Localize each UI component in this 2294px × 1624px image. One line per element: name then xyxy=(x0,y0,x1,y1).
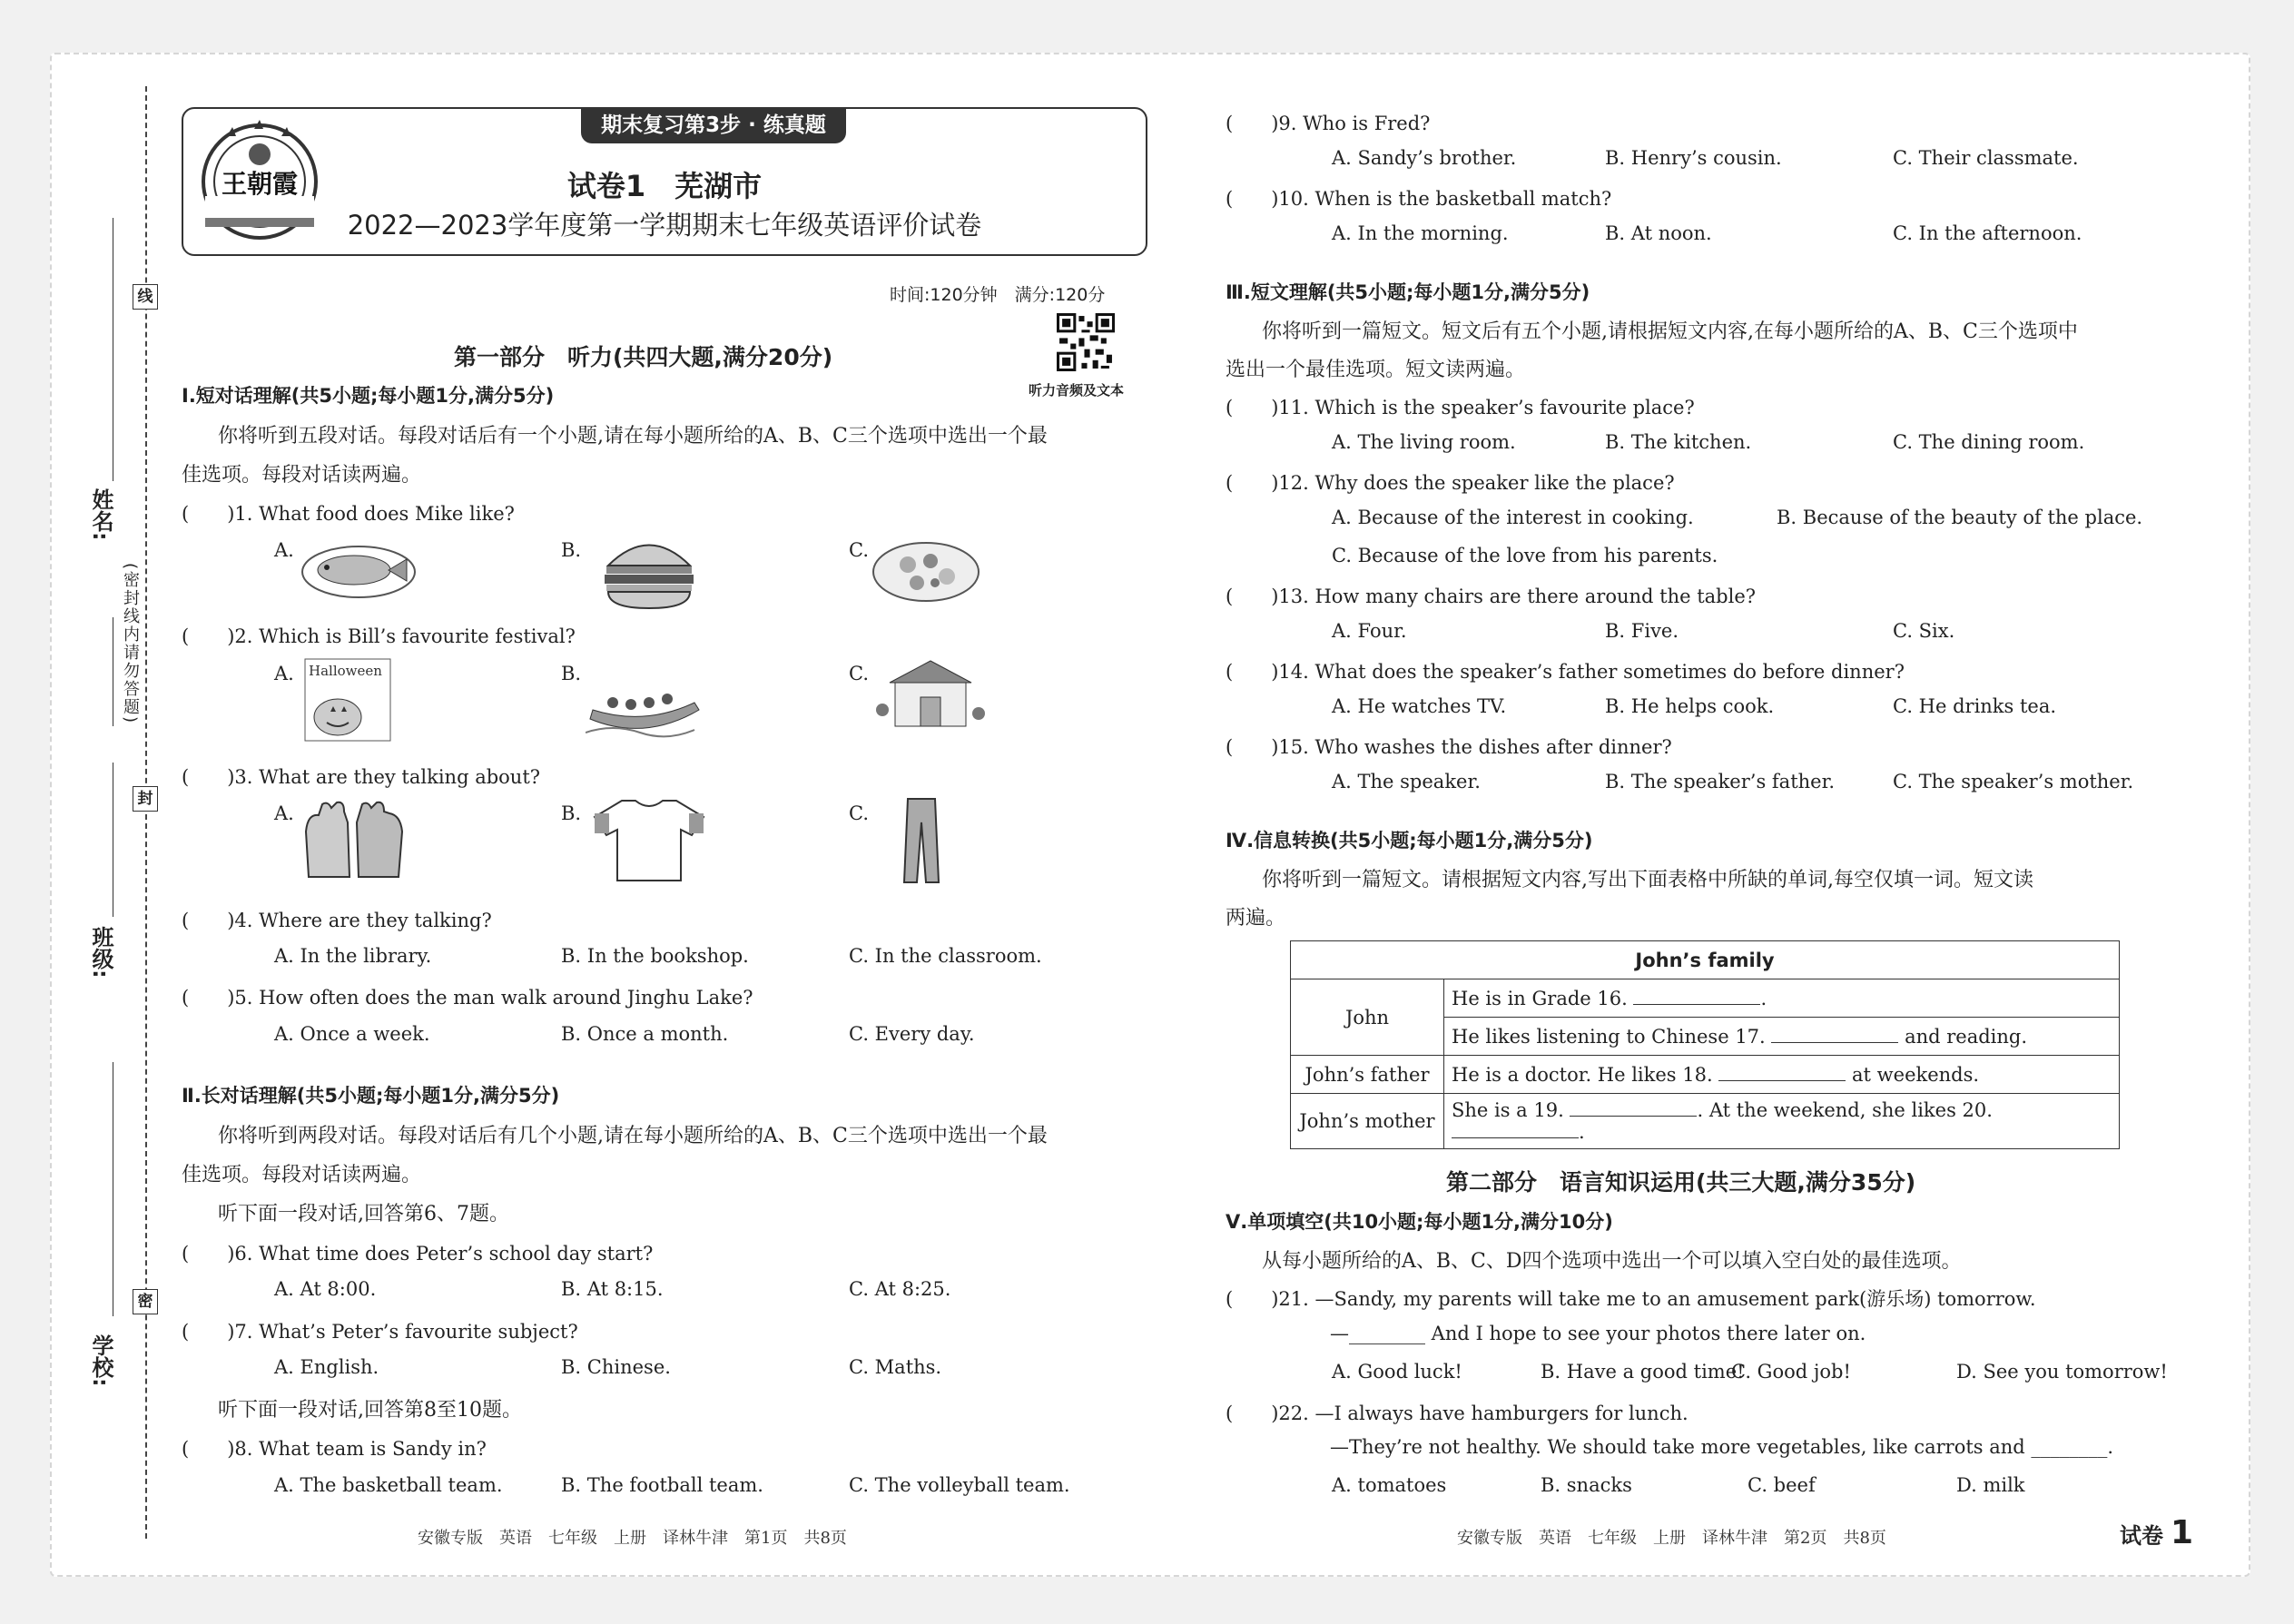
section4-intro-2: 两遍。 xyxy=(1226,907,1286,930)
question-15: ( )15. Who washes the dishes after dinner? xyxy=(1226,736,1672,758)
paper-subtitle: 2022—2023学年度第一学期期末七年级英语评价试卷 xyxy=(347,210,982,241)
section5-intro: 从每小题所给的A、B、C、D四个选项中选出一个可以填入空白处的最佳选项。 xyxy=(1262,1250,1962,1273)
q21-option-c: C. Good job! xyxy=(1731,1361,1851,1383)
time-info: 时间:120分钟 满分:120分 xyxy=(890,285,1106,305)
q15-option-b: B. The speaker’s father. xyxy=(1605,771,1835,792)
question-2: ( )2. Which is Bill’s favourite festival? xyxy=(182,625,576,647)
q6-option-b: B. At 8:15. xyxy=(561,1278,664,1300)
exam-header xyxy=(182,107,1147,256)
q12-option-a: A. Because of the interest in cooking. xyxy=(1332,507,1694,528)
paper-title: 试卷1 芜湖市 xyxy=(566,169,763,203)
q22-option-c: C. beef xyxy=(1748,1474,1816,1496)
logo-text: 王朝霞 xyxy=(221,169,299,199)
section1-title: Ⅰ.短对话理解(共5小题;每小题1分,满分5分) xyxy=(182,385,555,407)
gloves-image[interactable] xyxy=(295,795,413,884)
q8-option-a: A. The basketball team. xyxy=(274,1474,503,1496)
q2-label-b: B. xyxy=(561,663,582,684)
q14-option-a: A. He watches TV. xyxy=(1332,695,1507,717)
q10-option-b: B. At noon. xyxy=(1605,222,1712,244)
row-label-mother: John’s mother xyxy=(1291,1094,1444,1149)
q21-option-b: B. Have a good time! xyxy=(1541,1361,1745,1383)
blank-18-end: at weekends. xyxy=(1852,1063,1980,1086)
section3-title: Ⅲ.短文理解(共5小题;每小题1分,满分5分) xyxy=(1226,281,1590,303)
q7-option-a: A. English. xyxy=(274,1356,379,1378)
section4-intro-1: 你将听到一篇短文。请根据短文内容,写出下面表格中所缺的单词,每空仅填一词。短文读 xyxy=(1262,869,2033,891)
question-3: ( )3. What are they talking about? xyxy=(182,766,541,788)
q2-label-a: A. xyxy=(274,663,294,684)
q15-option-c: C. The speaker’s mother. xyxy=(1893,771,2134,792)
section1-intro-1: 你将听到五段对话。每段对话后有一个小题,请在每小题所给的A、B、C三个选项中选出一个最 xyxy=(218,425,1048,448)
q2-label-c: C. xyxy=(849,663,869,684)
paper-badge-label: 试卷 xyxy=(2120,1523,2163,1549)
binding-mark-line: 线 xyxy=(133,284,158,310)
johns-family-table xyxy=(1290,940,2120,1149)
table-cell-19-20 xyxy=(1444,1094,2120,1149)
fish-image[interactable] xyxy=(300,527,418,615)
table-row xyxy=(1291,979,2120,1018)
blank-16-text: He is in Grade 16. xyxy=(1452,987,1628,1009)
q13-option-c: C. Six. xyxy=(1893,620,1955,642)
q5-option-b: B. Once a month. xyxy=(561,1023,729,1045)
q5-option-c: C. Every day. xyxy=(849,1023,975,1045)
q1-label-a: A. xyxy=(274,539,294,561)
name-label: 姓名: xyxy=(88,488,113,541)
q22-option-b: B. snacks xyxy=(1541,1474,1632,1496)
q11-option-b: B. The kitchen. xyxy=(1605,431,1752,453)
question-8: ( )8. What team is Sandy in? xyxy=(182,1438,487,1460)
q6-option-c: C. At 8:25. xyxy=(849,1278,951,1300)
dragon-boat-image[interactable] xyxy=(586,655,704,744)
row-label-john: John xyxy=(1291,979,1444,1056)
q13-option-a: A. Four. xyxy=(1332,620,1407,642)
q14-option-b: B. He helps cook. xyxy=(1605,695,1775,717)
qr-code-icon[interactable] xyxy=(1057,313,1115,371)
q9-option-b: B. Henry’s cousin. xyxy=(1605,147,1782,169)
paper-badge-number: 1 xyxy=(2171,1514,2194,1551)
blank-20-end: . xyxy=(1579,1121,1585,1143)
question-10: ( )10. When is the basketball match? xyxy=(1226,188,1612,210)
halloween-text: Halloween xyxy=(309,663,382,679)
q4-option-b: B. In the bookshop. xyxy=(561,945,749,967)
q3-label-b: B. xyxy=(561,802,582,824)
q22-option-d: D. milk xyxy=(1956,1474,2025,1496)
answer-blank-16[interactable] xyxy=(1633,988,1760,1005)
part1-title: 第一部分 听力(共四大题,满分20分) xyxy=(454,344,833,370)
table-row xyxy=(1291,1056,2120,1094)
blank-19-text: She is a 19. xyxy=(1452,1099,1564,1121)
q8-option-b: B. The football team. xyxy=(561,1474,763,1496)
class-label: 班级: xyxy=(88,926,113,979)
part2-title: 第二部分 语言知识运用(共三大题,满分35分) xyxy=(1446,1169,1916,1196)
answer-blank-18[interactable] xyxy=(1718,1064,1846,1081)
qr-caption: 听力音频及文本 xyxy=(1029,382,1125,399)
spring-festival-image[interactable] xyxy=(871,655,989,744)
q3-label-a: A. xyxy=(274,802,294,824)
question-21: ( )21. —Sandy, my parents will take me to an amusement park(游乐场) tomorrow. xyxy=(1226,1288,2036,1310)
q11-option-a: A. The living room. xyxy=(1332,431,1516,453)
question-9: ( )9. Who is Fred? xyxy=(1226,113,1431,134)
question-13: ( )13. How many chairs are there around the table? xyxy=(1226,586,1757,607)
q10-option-a: A. In the morning. xyxy=(1332,222,1509,244)
footer-left: 安徽专版 英语 七年级 上册 译林牛津 第1页 共8页 xyxy=(418,1529,847,1548)
q21-option-d: D. See you tomorrow! xyxy=(1956,1361,2168,1383)
blank-16-end: . xyxy=(1760,987,1767,1009)
section3-intro-1: 你将听到一篇短文。短文后有五个小题,请根据短文内容,在每小题所给的A、B、C三个选项中 xyxy=(1262,320,2078,343)
binding-mark-seal: 封 xyxy=(133,786,158,812)
q11-option-c: C. The dining room. xyxy=(1893,431,2085,453)
q4-option-a: A. In the library. xyxy=(274,945,432,967)
binding-mark-secret: 密 xyxy=(133,1289,158,1314)
section2-sub-2: 听下面一段对话,回答第8至10题。 xyxy=(218,1399,522,1422)
q22-option-a: A. tomatoes xyxy=(1332,1474,1447,1496)
table-cell-18 xyxy=(1444,1056,2120,1094)
seal-note: (密封线内请勿答题) xyxy=(121,563,140,725)
answer-blank-19[interactable] xyxy=(1570,1099,1697,1117)
tshirt-image[interactable] xyxy=(590,795,708,884)
answer-blank-17[interactable] xyxy=(1771,1026,1898,1043)
hamburger-image[interactable] xyxy=(590,525,708,614)
q3-label-c: C. xyxy=(849,802,869,824)
step-tab: 期末复习第3步 · 练真题 xyxy=(581,107,846,143)
trousers-image[interactable] xyxy=(862,795,980,884)
question-6: ( )6. What time does Peter’s school day start? xyxy=(182,1243,654,1265)
q12-option-c: C. Because of the love from his parents. xyxy=(1332,545,1718,566)
q4-option-c: C. In the classroom. xyxy=(849,945,1042,967)
table-cell-17 xyxy=(1444,1018,2120,1056)
q14-option-c: C. He drinks tea. xyxy=(1893,695,2057,717)
question-7: ( )7. What’s Peter’s favourite subject? xyxy=(182,1321,578,1343)
paper-badge xyxy=(2120,1514,2193,1551)
q5-option-a: A. Once a week. xyxy=(274,1023,430,1045)
row-label-father: John’s father xyxy=(1291,1056,1444,1094)
question-4: ( )4. Where are they talking? xyxy=(182,910,492,931)
q1-label-b: B. xyxy=(561,539,582,561)
table-row xyxy=(1291,941,2120,979)
q6-option-a: A. At 8:00. xyxy=(274,1278,377,1300)
halloween-image[interactable] xyxy=(301,655,419,744)
q8-option-c: C. The volleyball team. xyxy=(849,1474,1070,1496)
salad-image[interactable] xyxy=(867,527,985,615)
question-21-reply: —________ And I hope to see your photos there later on. xyxy=(1330,1323,1866,1344)
question-22: ( )22. —I always have hamburgers for lunch. xyxy=(1226,1403,1689,1424)
q1-label-c: C. xyxy=(849,539,869,561)
table-header: John’s family xyxy=(1291,941,2120,979)
q12-option-b: B. Because of the beauty of the place. xyxy=(1777,507,2143,528)
blank-17-end: and reading. xyxy=(1905,1025,2028,1048)
section2-sub-1: 听下面一段对话,回答第6、7题。 xyxy=(218,1203,509,1225)
section3-intro-2: 选出一个最佳选项。短文读两遍。 xyxy=(1226,359,1526,381)
question-11: ( )11. Which is the speaker’s favourite place? xyxy=(1226,397,1695,418)
question-5: ( )5. How often does the man walk around Jinghu Lake? xyxy=(182,987,753,1009)
school-label: 学校: xyxy=(88,1334,113,1387)
footer-right: 安徽专版 英语 七年级 上册 译林牛津 第2页 共8页 xyxy=(1457,1529,1886,1548)
question-12: ( )12. Why does the speaker like the place? xyxy=(1226,472,1675,494)
q15-option-a: A. The speaker. xyxy=(1332,771,1481,792)
blank-20-text: . At the weekend, she likes 20. xyxy=(1697,1099,1993,1121)
question-22-reply: —They’re not healthy. We should take more vegetables, like carrots and ________. xyxy=(1330,1436,2114,1458)
section1-intro-2: 佳选项。每段对话读两遍。 xyxy=(182,464,422,487)
section4-title: Ⅳ.信息转换(共5小题;每小题1分,满分5分) xyxy=(1226,830,1593,851)
blank-17-text: He likes listening to Chinese 17. xyxy=(1452,1025,1766,1048)
table-row xyxy=(1291,1094,2120,1149)
section2-intro-1: 你将听到两段对话。每段对话后有几个小题,请在每小题所给的A、B、C三个选项中选出一个最 xyxy=(218,1125,1048,1147)
section2-intro-2: 佳选项。每段对话读两遍。 xyxy=(182,1164,422,1186)
q9-option-a: A. Sandy’s brother. xyxy=(1332,147,1517,169)
q10-option-c: C. In the afternoon. xyxy=(1893,222,2082,244)
q7-option-c: C. Maths. xyxy=(849,1356,942,1378)
answer-blank-20[interactable] xyxy=(1452,1121,1579,1138)
question-14: ( )14. What does the speaker’s father sometimes do before dinner? xyxy=(1226,661,1905,683)
blank-18-text: He is a doctor. He likes 18. xyxy=(1452,1063,1713,1086)
question-1: ( )1. What food does Mike like? xyxy=(182,503,515,525)
section5-title: Ⅴ.单项填空(共10小题;每小题1分,满分10分) xyxy=(1226,1211,1613,1233)
q13-option-b: B. Five. xyxy=(1605,620,1679,642)
q9-option-c: C. Their classmate. xyxy=(1893,147,2079,169)
q21-option-a: A. Good luck! xyxy=(1332,1361,1462,1383)
table-cell-16 xyxy=(1444,979,2120,1018)
section2-title: Ⅱ.长对话理解(共5小题;每小题1分,满分5分) xyxy=(182,1085,560,1107)
q7-option-b: B. Chinese. xyxy=(561,1356,671,1378)
